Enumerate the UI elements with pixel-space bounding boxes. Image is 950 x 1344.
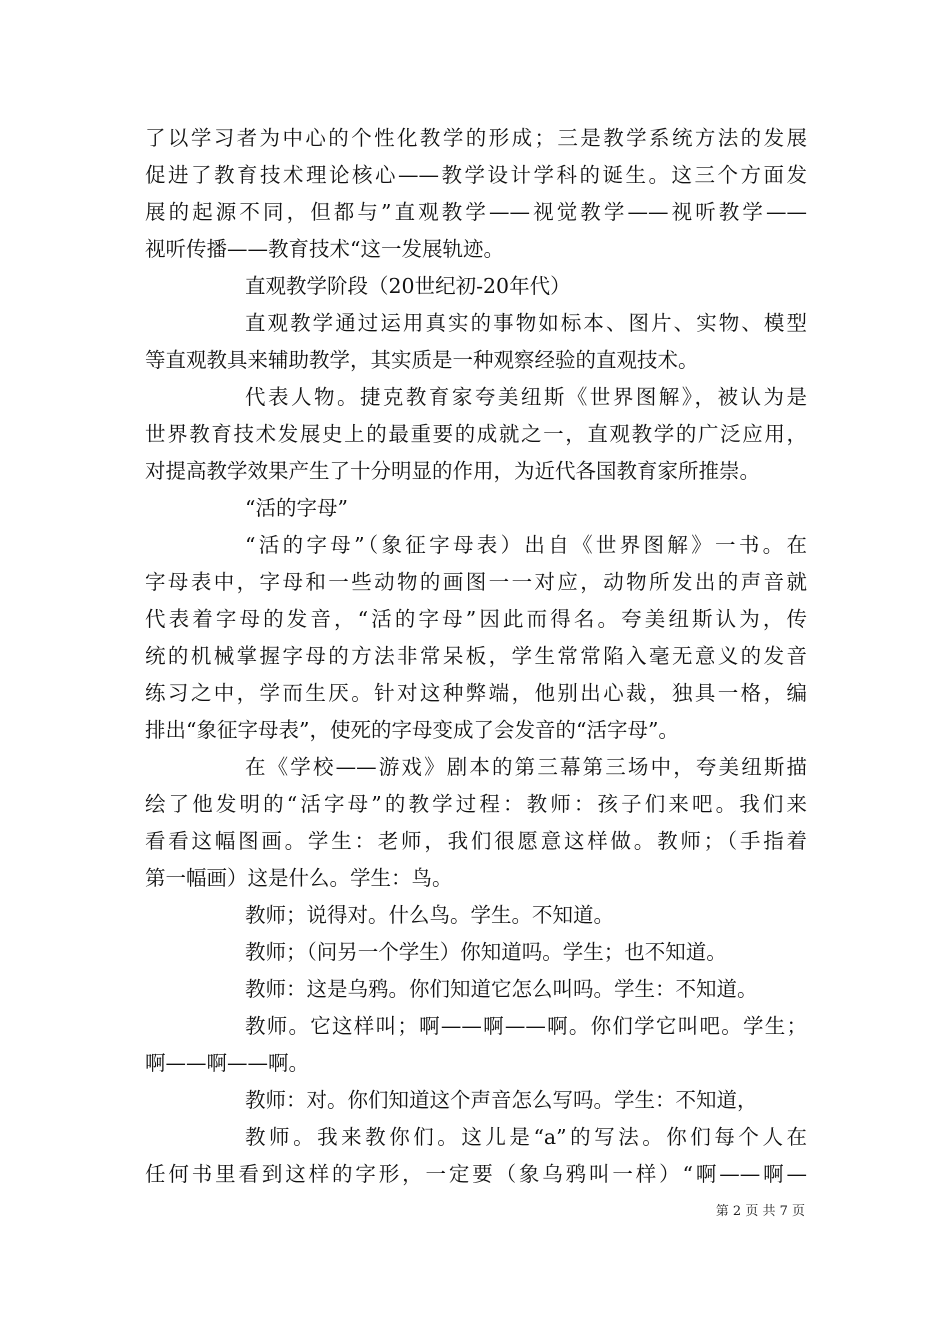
text-line: 任何书里看到这样的字形，一定要（象乌鸦叫一样）“啊——啊— [145, 1162, 807, 1186]
text-line: 教师；（问另一个学生）你知道吗。学生；也不知道。 [245, 940, 727, 964]
text-line: 视听传播——教育技术“这一发展轨迹。 [145, 237, 504, 261]
text-line: 直观教学通过运用真实的事物如标本、图片、实物、模型 [245, 311, 807, 335]
text-line: 教师：对。你们知道这个声音怎么写吗。学生：不知道， [245, 1088, 758, 1112]
text-line: 展的起源不同，但都与”直观教学——视觉教学——视听教学—— [145, 200, 807, 224]
text-line: 排出“象征字母表”，使死的字母变成了会发音的“活字母”。 [145, 718, 679, 742]
text-line: 在《学校——游戏》剧本的第三幕第三场中，夸美纽斯描 [245, 755, 807, 779]
text-line: 统的机械掌握字母的方法非常呆板，学生常常陷入毫无意义的发音 [145, 644, 807, 668]
document-body [145, 120, 807, 1193]
text-line: 了以学习者为中心的个性化教学的形成；三是教学系统方法的发展 [145, 126, 807, 150]
text-line: 对提高教学效果产生了十分明显的作用，为近代各国教育家所推崇。 [145, 459, 760, 483]
page-number: 第 2 页 共 7 页 [715, 1204, 805, 1219]
text-line: 绘了他发明的“活字母”的教学过程：教师：孩子们来吧。我们来 [145, 792, 807, 816]
text-line: 世界教育技术发展史上的最重要的成就之一，直观教学的广泛应用， [145, 422, 807, 446]
section-heading: 直观教学阶段（20世纪初-20年代） [245, 274, 571, 298]
text-line: “活的字母”（象征字母表）出自《世界图解》一书。在 [245, 533, 807, 557]
text-line: 等直观教具来辅助教学，其实质是一种观察经验的直观技术。 [145, 348, 699, 372]
text-line: 教师：这是乌鸦。你们知道它怎么叫吗。学生：不知道。 [245, 977, 758, 1001]
text-line: 字母表中，字母和一些动物的画图一一对应，动物所发出的声音就 [145, 570, 807, 594]
text-line: 代表着字母的发音，“活的字母”因此而得名。夸美纽斯认为，传 [145, 607, 807, 631]
text-line: 看看这幅图画。学生：老师，我们很愿意这样做。教师；（手指着 [145, 829, 807, 853]
text-line: 啊——啊——啊。 [145, 1051, 309, 1075]
text-line: 练习之中，学而生厌。针对这种弊端，他别出心裁，独具一格，编 [145, 681, 807, 705]
text-line: 促进了教育技术理论核心——教学设计学科的诞生。这三个方面发 [145, 163, 807, 187]
text-line: 教师。我来教你们。这儿是“a”的写法。你们每个人在 [245, 1125, 807, 1149]
text-line: 第一幅画）这是什么。学生：鸟。 [145, 866, 453, 890]
text-line: 代表人物。捷克教育家夸美纽斯《世界图解》，被认为是 [245, 385, 807, 409]
text-line: 教师；说得对。什么鸟。学生。不知道。 [245, 903, 614, 927]
text-line: 教师。它这样叫；啊——啊——啊。你们学它叫吧。学生； [245, 1014, 807, 1038]
subsection-heading: “活的字母” [245, 496, 348, 520]
